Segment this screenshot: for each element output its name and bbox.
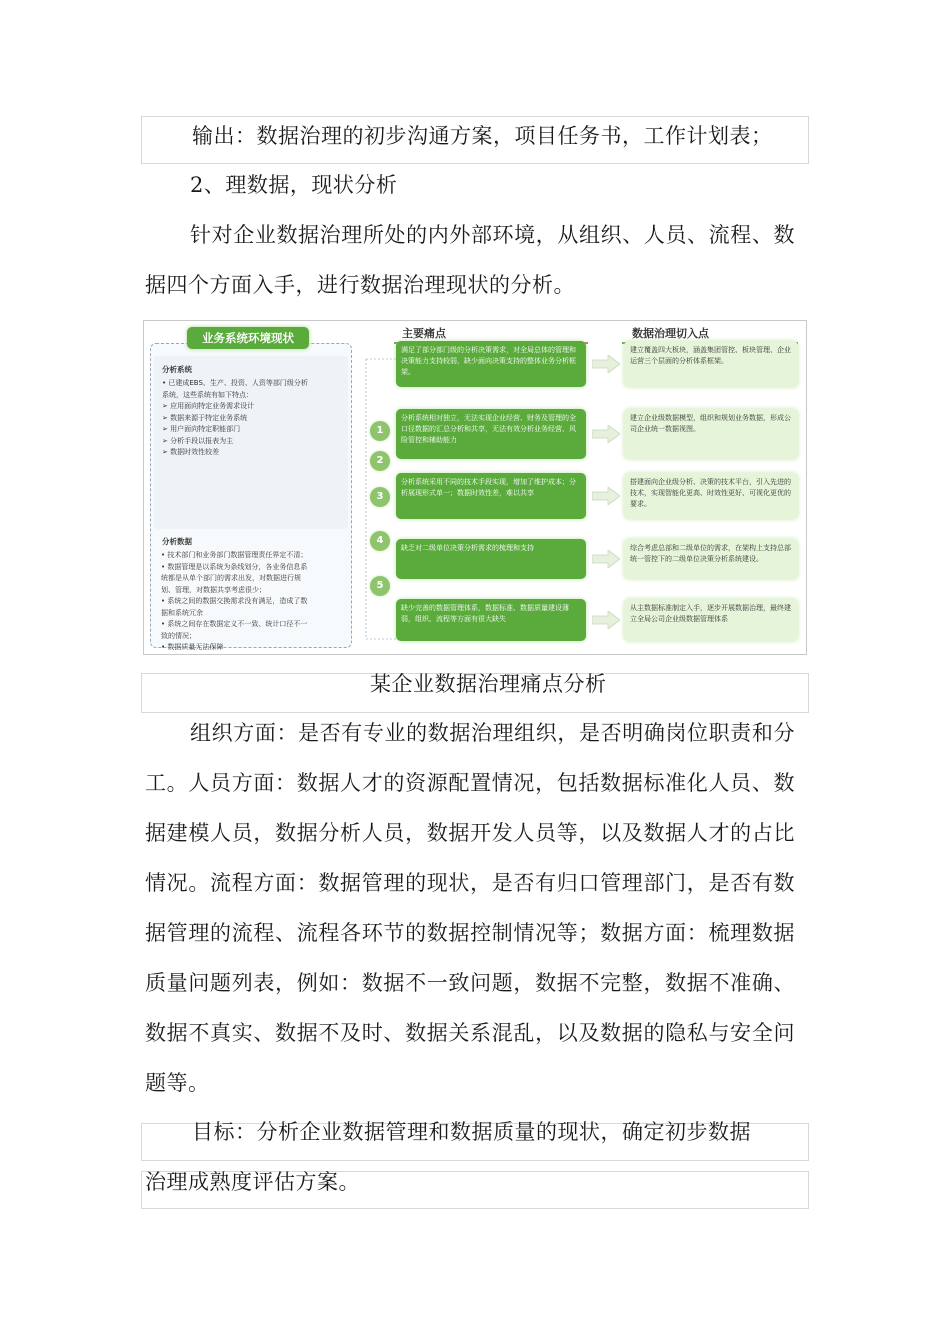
arrow-right-icon <box>592 425 620 443</box>
entry-point-box: 搭建面向企业级分析、决策的技术平台，引入先进的技术，实现智能化更高、时效性更好、可视化更优的要求。 <box>624 473 798 519</box>
left-section1-line: ➢ 分析手段以报表为主 <box>162 436 234 445</box>
left-section2-line: • 系统之间存在数据定义不一致、统计口径不一 <box>161 620 308 628</box>
output-line: 输出：数据治理的初步沟通方案，项目任务书，工作计划表； <box>192 124 773 148</box>
step-number-badge: 3 <box>370 487 390 507</box>
left-section2-line: 致的情况； <box>161 631 196 640</box>
left-section1-line: ➢ 用户面向特定职能部门 <box>162 425 241 433</box>
left-section2-line: • 技术部门和业务部门数据管理责任界定不清； <box>161 551 308 559</box>
entry-point-box: 建立覆盖四大板块，涵盖集团管控、板块管理、企业运营三个层面的分析体系框架。 <box>624 341 798 387</box>
mid-title: 主要痛点 <box>402 327 446 340</box>
left-section1-line: ➢ 数据时效性较差 <box>162 448 220 456</box>
left-section1-line: 系统，这些系统有如下特点： <box>162 390 253 399</box>
goal-line-1: 目标：分析企业数据管理和数据质量的现状，确定初步数据 <box>192 1120 751 1144</box>
left-section2-line: • 系统之间的数据交换需求没有满足，造成了数 <box>161 597 308 605</box>
figure-caption: 某企业数据治理痛点分析 <box>370 672 607 696</box>
left-section2-heading: 分析数据 <box>162 537 192 546</box>
arrow-right-icon <box>592 487 620 505</box>
arrow-right-icon <box>592 550 620 568</box>
step-number-badge: 2 <box>370 451 390 471</box>
step-number-badge: 5 <box>370 576 390 596</box>
step-number-badge: 1 <box>370 421 390 441</box>
left-title: 业务系统环境现状 <box>187 327 309 349</box>
left-section1-line: ➢ 应用面向特定业务需求设计 <box>162 402 255 410</box>
left-section1-line: ➢ 数据来源于特定业务系统 <box>162 413 248 422</box>
pain-point-box: 缺少完善的数据管理体系，数据标准、数据质量建设薄弱，组织、流程等方面有很大缺失 <box>396 599 586 641</box>
left-section2-line: • 数据质量无法保障 <box>161 643 224 651</box>
intro-paragraph: 针对企业数据治理所处的内外部环境，从组织、人员、流程、数据四个方面入手，进行数据治理现状的分析。 <box>145 223 795 297</box>
arrow-right-icon <box>592 355 620 373</box>
pain-point-box: 分析系统相对独立，无法实现企业经营、财务及管理的全口径数据的汇总分析和共享，无法有效分析业务经营、风险管控和辅助能力 <box>396 409 586 459</box>
left-panel <box>150 343 352 651</box>
entry-point-box: 综合考虑总部和二级单位的需求，在架构上支持总部统一管控下的二级单位决策分析系统建设。 <box>624 539 798 579</box>
pain-point-box: 缺乏对二级单位决策分析需求的梳理和支持 <box>396 539 586 579</box>
pain-point-figure <box>143 320 807 655</box>
left-section2-line: • 数据管理是以系统为条线划分，各业务信息系 <box>161 562 308 571</box>
left-panel-section-systems <box>154 356 348 529</box>
step-number-badge: 4 <box>370 531 390 551</box>
entry-point-box: 建立企业级数据模型，组织和规划业务数据，形成公司企业统一数据视图。 <box>624 409 798 459</box>
left-section2-line: 划、管理，对数据共享考虑很少； <box>161 585 266 594</box>
entry-point-box: 从主数据标准制定入手，逐步开展数据治理，最终建立全局公司企业级数据管理体系 <box>624 599 798 641</box>
left-section1-heading: 分析系统 <box>162 365 192 374</box>
body-paragraph: 组织方面：是否有专业的数据治理组织，是否明确岗位职责和分工。人员方面：数据人才的资源配置情况，包括数据标准化人员、数据建模人员，数据分析人员，数据开发人员等，以及数据人才的占比情况。流程方面：数据管理的现状，是否有归口管理部门，是否有数据管理的流程、流程各环节的数据控制情况等；数据方面：梳理数据质量问题列表，例如：数据不一致问题，数据不完整，数据不准确、数据不真实、数据不及时、数据关系混乱，以及数据的隐私与安全问题等。 <box>145 721 795 1095</box>
pain-point-box: 满足了部分部门级的分析决策需求，对全局总体的管理和决策能力支持较弱，缺少面向决策支持的整体业务分析框架。 <box>396 341 586 387</box>
pain-point-box: 分析系统采用不同的技术手段实现，增加了维护成本；分析展现形式单一；数据时效性差，难以共享 <box>396 473 586 519</box>
right-title: 数据治理切入点 <box>632 327 709 340</box>
left-section1-line: • 已建成EBS、生产、投资、人资等部门级分析 <box>162 379 308 387</box>
goal-line-2: 治理成熟度评估方案。 <box>145 1170 360 1194</box>
section-heading: 2、理数据，现状分析 <box>190 173 398 197</box>
left-section2-line: 统都是从单个部门的需求出发，对数据进行规 <box>161 574 301 582</box>
left-section2-line: 据和系统冗余 <box>161 608 203 617</box>
arrow-right-icon <box>592 611 620 629</box>
